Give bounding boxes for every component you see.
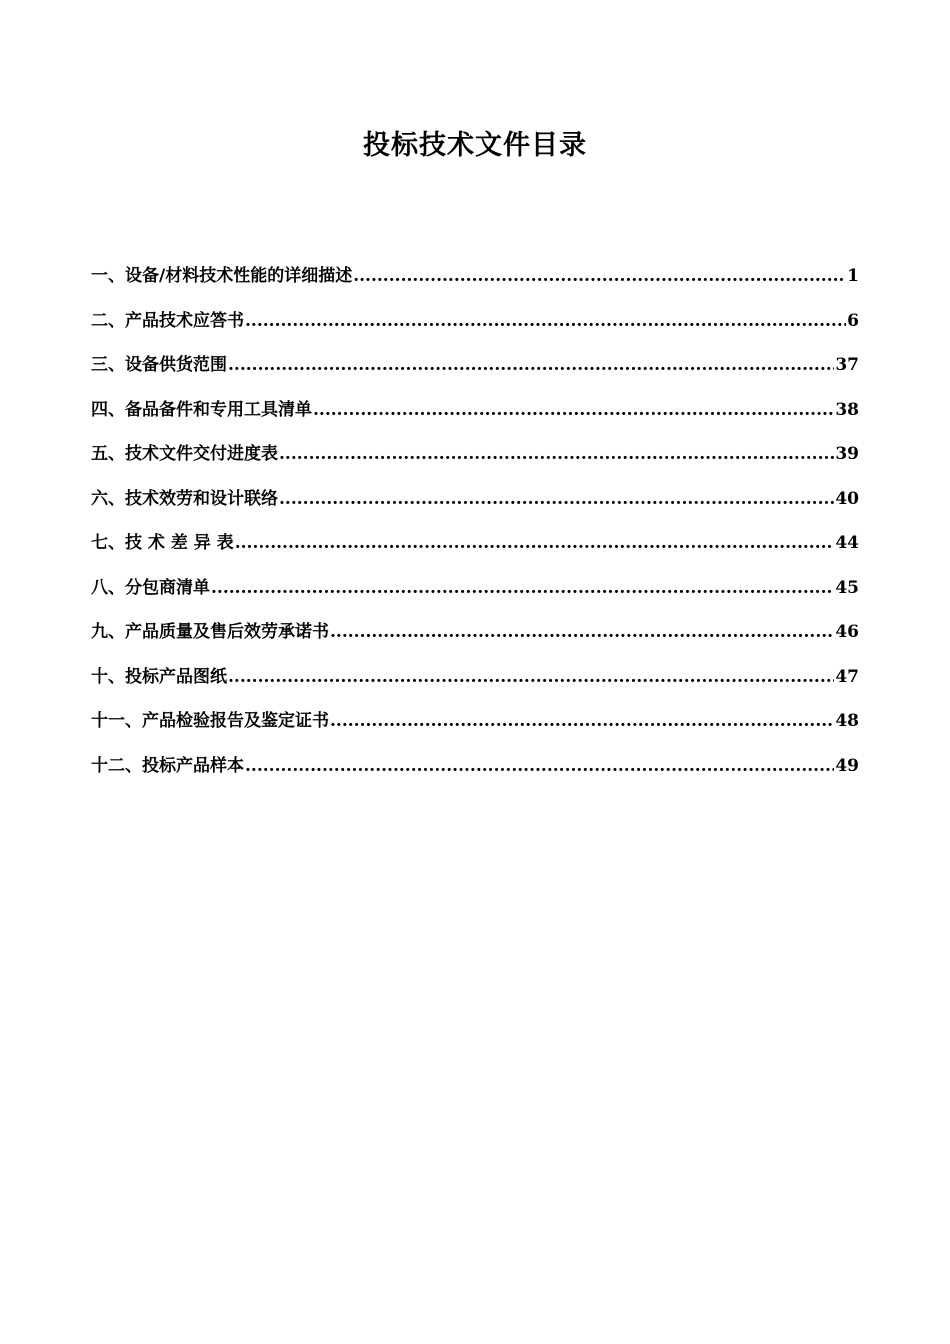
toc-dot-leader [330,707,834,735]
toc-entry-label: 一、设备/材料技术性能的详细描述 [91,266,353,286]
toc-dot-leader [245,752,834,780]
toc-entry-label: 五、技术文件交付进度表 [91,444,278,464]
toc-dot-leader [235,529,835,557]
toc-page-number: 49 [835,755,859,776]
toc-entry[interactable] [91,262,859,307]
toc-entry[interactable] [91,485,859,530]
toc-entry[interactable] [91,440,859,485]
toc-page-number: 6 [847,310,859,331]
toc-entry-label: 六、技术效劳和设计联络 [91,488,278,509]
toc-entry[interactable] [91,663,859,708]
toc-entry-label: 二、产品技术应答书 [91,310,244,331]
toc-entry-label: 九、产品质量及售后效劳承诺书 [91,622,329,642]
toc-dot-leader [228,663,834,691]
toc-entry-label: 十、投标产品图纸 [91,666,227,687]
toc-entry[interactable] [91,529,859,574]
toc-page-number: 48 [835,711,859,731]
toc-page-number: 39 [835,444,859,464]
toc-entry[interactable] [91,707,859,752]
toc-page-number: 40 [835,488,859,509]
toc-dot-leader [353,262,846,290]
toc-entry[interactable] [91,752,859,797]
toc-page-number: 45 [835,577,859,598]
toc-page-number: 38 [835,399,859,420]
toc-dot-leader [279,485,834,513]
toc-entry-label: 十一、产品检验报告及鉴定证书 [91,711,329,731]
table-of-contents [91,262,859,796]
toc-dot-leader [313,396,834,424]
toc-entry[interactable] [91,307,859,352]
toc-page-number: 37 [835,355,859,375]
toc-entry[interactable] [91,618,859,663]
toc-entry-label: 十二、投标产品样本 [91,755,244,776]
toc-entry[interactable] [91,574,859,619]
toc-dot-leader [279,440,834,468]
toc-entry-label: 八、分包商清单 [91,577,210,598]
toc-dot-leader [211,574,834,602]
toc-page-number: 44 [835,533,859,553]
toc-dot-leader [228,351,834,379]
toc-entry-label: 三、设备供货范围 [91,355,227,375]
toc-page-number: 46 [835,622,859,642]
toc-entry-label: 七、技 术 差 异 表 [91,533,234,553]
document-title: 投标技术文件目录 [363,130,587,161]
toc-entry-label: 四、备品备件和专用工具清单 [91,399,312,420]
toc-dot-leader [330,618,834,646]
toc-entry[interactable] [91,351,859,396]
toc-page-number: 47 [835,666,859,687]
toc-dot-leader [245,307,846,335]
toc-entry[interactable] [91,396,859,441]
toc-page-number: 1 [847,266,859,286]
